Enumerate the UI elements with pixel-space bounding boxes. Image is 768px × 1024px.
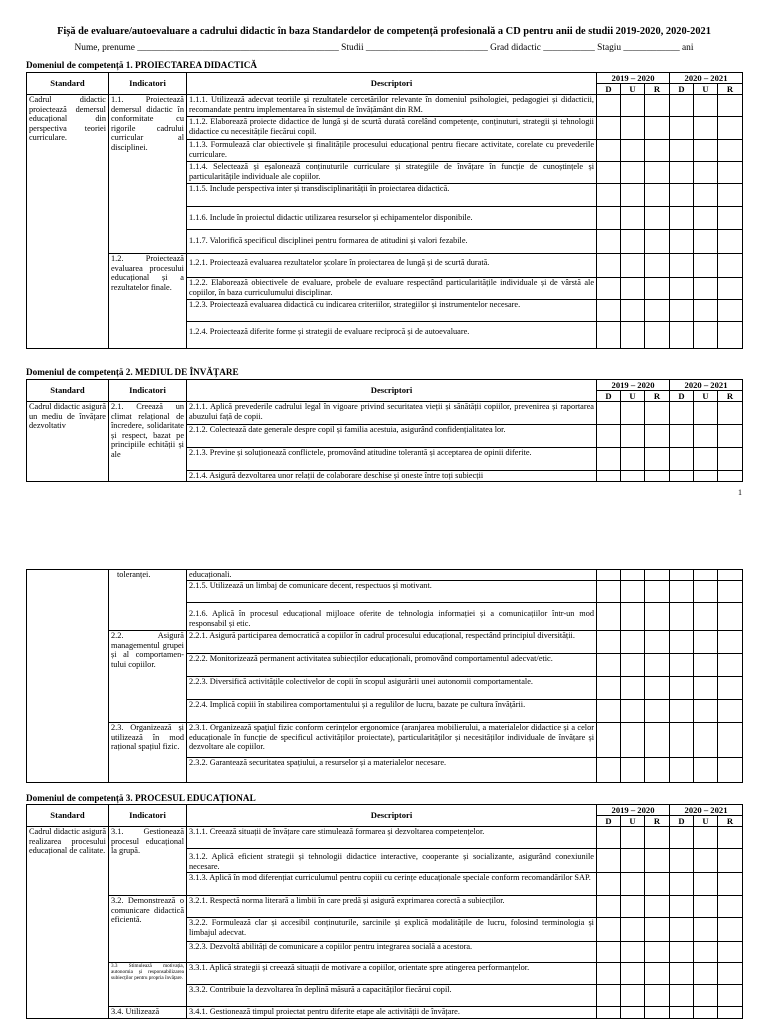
rating-cell[interactable] (694, 827, 718, 849)
rating-cell[interactable] (718, 758, 743, 783)
rating-cell[interactable] (621, 425, 645, 448)
header-d: D (670, 84, 694, 95)
rating-cell[interactable] (597, 654, 621, 677)
rating-cell[interactable] (670, 849, 694, 873)
rating-cell[interactable] (670, 322, 694, 349)
rating-cell[interactable] (645, 471, 670, 482)
descriptor-cell: 2.1.4. Asigură dezvoltarea unor relații de colaborare deschise și oneste între toți subiecții (187, 471, 597, 482)
rating-cell[interactable] (645, 603, 670, 631)
rating-cell[interactable] (597, 402, 621, 425)
standard-cell: Cadrul didactic asigură realizarea procesului educațional de calitate. (27, 827, 109, 1019)
indicator-cell: 1.1. Proiectează demersul didactic în conformitate cu rigorile cadrului curricular al disciplinei. (109, 95, 187, 254)
rating-cell[interactable] (645, 300, 670, 322)
rating-cell[interactable] (597, 254, 621, 278)
rating-cell[interactable] (670, 873, 694, 896)
rating-cell[interactable] (597, 603, 621, 631)
descriptor-cell: 2.2.2. Monitorizează permanent activitatea subiecților educaționali, promovând comportamentul adecvat/etic. (187, 654, 597, 677)
rating-cell[interactable] (718, 207, 743, 230)
header-d: D (670, 391, 694, 402)
standard-cell: Cadrul didactic asigură un mediu de învățare dezvoltativ (27, 402, 109, 482)
rating-cell[interactable] (597, 322, 621, 349)
rating-cell[interactable] (645, 322, 670, 349)
rating-cell[interactable] (621, 985, 645, 1007)
descriptor-cell: 3.2.3. Dezvoltă abilități de comunicare a copiilor pentru integrarea socială a acestora. (187, 942, 597, 963)
descriptor-cell: 1.2.3. Proiectează evaluarea didactică cu indicarea criteriilor, strategiilor și instrumentelor necesare. (187, 300, 597, 322)
rating-cell[interactable] (621, 758, 645, 783)
rating-cell[interactable] (718, 140, 743, 162)
rating-cell[interactable] (670, 963, 694, 985)
rating-cell[interactable] (694, 425, 718, 448)
rating-cell[interactable] (694, 140, 718, 162)
rating-cell[interactable] (597, 300, 621, 322)
header-standard: Standard (27, 380, 109, 402)
rating-cell[interactable] (718, 873, 743, 896)
rating-cell[interactable] (670, 402, 694, 425)
indicator-cell: 1.2. Proiectează evaluarea procesului educațional și a rezultatelor finale. (109, 254, 187, 349)
indicator-cell: 2.1. Creează un climat relațional de încredere, solidaritate și respect, bazat pe principiile echității și ale (109, 402, 187, 482)
rating-cell[interactable] (718, 162, 743, 184)
rating-cell[interactable] (645, 117, 670, 140)
header-r: R (645, 391, 670, 402)
rating-cell[interactable] (621, 603, 645, 631)
header-year-2019: 2019 – 2020 (597, 380, 670, 391)
header-r: R (718, 816, 743, 827)
domain-2-title: Domeniul de competență 2. MEDIUL DE ÎNVĂȚARE (26, 367, 239, 377)
rating-cell[interactable] (694, 230, 718, 254)
rating-cell[interactable] (621, 896, 645, 918)
rating-cell[interactable] (597, 184, 621, 207)
rating-cell[interactable] (597, 581, 621, 603)
header-indicatori: Indicatori (109, 73, 187, 95)
rating-cell[interactable] (597, 758, 621, 783)
rating-cell[interactable] (621, 723, 645, 758)
descriptor-cell: 2.1.1. Aplică prevederile cadrului legal în vigoare privind securitatea vieții și sănătății copiilor, prevenirea și raportarea abuzului față de copii. (187, 402, 597, 425)
document-title: Fișă de evaluare/autoevaluare a cadrului didactic în baza Standardelor de competență profesională a CD pentru anii de studii 2019-2020, 2020-2021 (57, 26, 711, 37)
descriptor-cell: 2.1.3. Previne și soluționează conflictele, promovând atitudine tolerantă și acceptarea de opinii diferite. (187, 448, 597, 471)
rating-cell[interactable] (597, 942, 621, 963)
rating-cell[interactable] (670, 918, 694, 942)
rating-cell[interactable] (621, 849, 645, 873)
rating-cell[interactable] (645, 254, 670, 278)
rating-cell[interactable] (670, 581, 694, 603)
rating-cell[interactable] (694, 654, 718, 677)
rating-cell[interactable] (621, 471, 645, 482)
indicator-cell: 3.4. Utilizează (109, 1007, 187, 1019)
rating-cell[interactable] (718, 723, 743, 758)
rating-cell[interactable] (694, 570, 718, 581)
header-d: D (597, 391, 621, 402)
rating-cell[interactable] (597, 700, 621, 723)
descriptor-cell: 2.2.1. Asigură participarea democratică a copiilor în cadrul procesului educațional, respectând principiul diversității. (187, 631, 597, 654)
indicator-cell: 3.1. Gestionează procesul educațional la grupă. (109, 827, 187, 896)
indicator-cell: 3.3 Stimulează motivația, autonomia și responsabilizarea subiecților pentru propria învățare. (109, 963, 187, 1007)
rating-cell[interactable] (718, 631, 743, 654)
rating-cell[interactable] (718, 230, 743, 254)
rating-cell[interactable] (645, 95, 670, 117)
header-descriptori: Descriptori (187, 73, 597, 95)
rating-cell[interactable] (597, 207, 621, 230)
rating-cell[interactable] (670, 896, 694, 918)
header-year-2019: 2019 – 2020 (597, 805, 670, 816)
header-indicatori: Indicatori (109, 805, 187, 827)
header-standard: Standard (27, 805, 109, 827)
rating-cell[interactable] (621, 873, 645, 896)
rating-cell[interactable] (621, 654, 645, 677)
rating-cell[interactable] (694, 985, 718, 1007)
rating-cell[interactable] (597, 896, 621, 918)
rating-cell[interactable] (645, 162, 670, 184)
rating-cell[interactable] (718, 942, 743, 963)
descriptor-cell: 1.2.1. Proiectează evaluarea rezultatelor școlare în proiectarea de lungă și de scurtă durată. (187, 254, 597, 278)
descriptor-cell: 2.1.5. Utilizează un limbaj de comunicare decent, respectuos și motivant. (187, 581, 597, 603)
descriptor-cell: 2.3.1. Organizează spațiul fizic conform cerințelor ergonomice (aranjarea mobilierului, a materialelor didactice și a celor educaționale în funcție de specificul activităților proiectate), particularităților și necesităților individuale de învățare și dezvoltare ale copiilor. (187, 723, 597, 758)
rating-cell[interactable] (645, 985, 670, 1007)
rating-cell[interactable] (694, 322, 718, 349)
rating-cell[interactable] (597, 230, 621, 254)
rating-cell[interactable] (645, 758, 670, 783)
descriptor-cell: 3.3.2. Contribuie la dezvoltarea în deplină măsură a capacităților fiecărui copil. (187, 985, 597, 1007)
rating-cell[interactable] (621, 402, 645, 425)
descriptor-cell: 2.2.4. Implică copiii în stabilirea comportamentului și a regulilor de lucru, bazate pe cultura învățării. (187, 700, 597, 723)
rating-cell[interactable] (645, 873, 670, 896)
rating-cell[interactable] (621, 184, 645, 207)
rating-cell[interactable] (597, 278, 621, 300)
header-descriptori: Descriptori (187, 380, 597, 402)
rating-cell[interactable] (597, 631, 621, 654)
rating-cell[interactable] (670, 570, 694, 581)
identification-line: Nume, prenume ___________________________________________ Studii __________________________ Grad didactic ___________ Stagiu ____________ ani (74, 43, 694, 53)
rating-cell[interactable] (718, 896, 743, 918)
rating-cell[interactable] (694, 95, 718, 117)
descriptor-cell: 2.1.6. Aplică în procesul educațional mijloace oferite de tehnologia informației și a comunicațiilor într-un mod responsabil și etic. (187, 603, 597, 631)
descriptor-cell: 2.3.2. Garantează securitatea spațiului, a resurselor și a materialelor necesare. (187, 758, 597, 783)
rating-cell[interactable] (597, 849, 621, 873)
descriptor-cell: 2.2.3. Diversifică activitățile colectivelor de copii în scopul asigurării unei autonomii comportamentale. (187, 677, 597, 700)
domain-1-title: Domeniul de competență 1. PROIECTAREA DIDACTICĂ (26, 60, 258, 70)
rating-cell[interactable] (621, 677, 645, 700)
rating-cell[interactable] (645, 570, 670, 581)
header-r: R (718, 84, 743, 95)
rating-cell[interactable] (670, 631, 694, 654)
domain-1-table (26, 72, 743, 349)
rating-cell[interactable] (645, 700, 670, 723)
rating-cell[interactable] (694, 963, 718, 985)
rating-cell[interactable] (597, 570, 621, 581)
rating-cell[interactable] (718, 570, 743, 581)
rating-cell[interactable] (645, 448, 670, 471)
header-r: R (645, 816, 670, 827)
rating-cell[interactable] (694, 581, 718, 603)
descriptor-cell: 3.2.1. Respectă norma literară a limbii în care predă și asigură exprimarea corectă a subiecților. (187, 896, 597, 918)
rating-cell[interactable] (718, 963, 743, 985)
rating-cell[interactable] (694, 184, 718, 207)
rating-cell[interactable] (694, 278, 718, 300)
rating-cell[interactable] (645, 654, 670, 677)
rating-cell[interactable] (621, 254, 645, 278)
descriptor-cell: educaționali. (187, 570, 597, 581)
rating-cell[interactable] (645, 207, 670, 230)
rating-cell[interactable] (645, 184, 670, 207)
rating-cell[interactable] (694, 207, 718, 230)
header-u: U (621, 816, 645, 827)
domain-2-table-part-2 (26, 569, 743, 783)
standard-cell-continued (27, 570, 109, 783)
rating-cell[interactable] (597, 677, 621, 700)
rating-cell[interactable] (718, 300, 743, 322)
rating-cell[interactable] (670, 723, 694, 758)
rating-cell[interactable] (718, 654, 743, 677)
rating-cell[interactable] (621, 322, 645, 349)
rating-cell[interactable] (645, 723, 670, 758)
rating-cell[interactable] (621, 1007, 645, 1019)
rating-cell[interactable] (670, 425, 694, 448)
rating-cell[interactable] (718, 849, 743, 873)
header-standard: Standard (27, 73, 109, 95)
rating-cell[interactable] (694, 117, 718, 140)
rating-cell[interactable] (645, 942, 670, 963)
rating-cell[interactable] (645, 849, 670, 873)
page-number: 1 (738, 488, 742, 497)
descriptor-cell: 1.1.4. Selectează și eșalonează conținuturile curriculare și strategiile de învățare în funcție de cunoștințele și particularitățile individuale ale copiilor. (187, 162, 597, 184)
rating-cell[interactable] (670, 827, 694, 849)
rating-cell[interactable] (645, 402, 670, 425)
rating-cell[interactable] (694, 603, 718, 631)
rating-cell[interactable] (670, 184, 694, 207)
rating-cell[interactable] (694, 677, 718, 700)
header-d: D (597, 84, 621, 95)
header-r: R (645, 84, 670, 95)
rating-cell[interactable] (621, 140, 645, 162)
rating-cell[interactable] (718, 471, 743, 482)
rating-cell[interactable] (645, 581, 670, 603)
rating-cell[interactable] (621, 827, 645, 849)
rating-cell[interactable] (621, 581, 645, 603)
rating-cell[interactable] (597, 140, 621, 162)
rating-cell[interactable] (645, 140, 670, 162)
rating-cell[interactable] (718, 322, 743, 349)
rating-cell[interactable] (718, 184, 743, 207)
rating-cell[interactable] (621, 300, 645, 322)
rating-cell[interactable] (670, 117, 694, 140)
rating-cell[interactable] (670, 300, 694, 322)
rating-cell[interactable] (621, 230, 645, 254)
rating-cell[interactable] (597, 723, 621, 758)
rating-cell[interactable] (670, 254, 694, 278)
rating-cell[interactable] (694, 1007, 718, 1019)
rating-cell[interactable] (597, 985, 621, 1007)
rating-cell[interactable] (718, 448, 743, 471)
rating-cell[interactable] (718, 827, 743, 849)
rating-cell[interactable] (597, 117, 621, 140)
rating-cell[interactable] (621, 117, 645, 140)
descriptor-cell: 1.2.4. Proiectează diferite forme și strategii de evaluare reciprocă și de autoevaluare. (187, 322, 597, 349)
rating-cell[interactable] (694, 700, 718, 723)
rating-cell[interactable] (670, 1007, 694, 1019)
header-year-2020: 2020 – 2021 (670, 73, 743, 84)
rating-cell[interactable] (718, 278, 743, 300)
rating-cell[interactable] (597, 95, 621, 117)
rating-cell[interactable] (718, 402, 743, 425)
descriptor-cell: 3.1.1. Creează situații de învățare care stimulează formarea și dezvoltarea competențelor. (187, 827, 597, 849)
rating-cell[interactable] (597, 873, 621, 896)
header-year-2019: 2019 – 2020 (597, 73, 670, 84)
header-d: D (597, 816, 621, 827)
descriptor-cell: 3.1.3. Aplică în mod diferențiat curriculumul pentru copiii cu cerințe educaționale speciale conform recomandărilor SAP. (187, 873, 597, 896)
rating-cell[interactable] (694, 758, 718, 783)
page-2 (0, 562, 768, 1024)
header-d: D (670, 816, 694, 827)
header-indicatori: Indicatori (109, 380, 187, 402)
rating-cell[interactable] (670, 207, 694, 230)
header-year-2020: 2020 – 2021 (670, 805, 743, 816)
indicator-cell: 2.3. Organizează și utilizează în mod rațional spațiul fizic. (109, 723, 187, 783)
rating-cell[interactable] (670, 140, 694, 162)
rating-cell[interactable] (621, 207, 645, 230)
rating-cell[interactable] (670, 758, 694, 783)
rating-cell[interactable] (597, 963, 621, 985)
rating-cell[interactable] (718, 254, 743, 278)
descriptor-cell: 3.3.1. Aplică strategii și creează situații de motivare a copiilor, orientate spre atingerea performanțelor. (187, 963, 597, 985)
domain-3-table (26, 804, 743, 1019)
rating-cell[interactable] (670, 95, 694, 117)
rating-cell[interactable] (670, 278, 694, 300)
rating-cell[interactable] (670, 603, 694, 631)
header-u: U (694, 84, 718, 95)
rating-cell[interactable] (694, 300, 718, 322)
rating-cell[interactable] (694, 254, 718, 278)
rating-cell[interactable] (621, 963, 645, 985)
rating-cell[interactable] (718, 918, 743, 942)
page-gap (0, 500, 768, 562)
domain-3-title: Domeniul de competență 3. PROCESUL EDUCAȚIONAL (26, 793, 256, 803)
rating-cell[interactable] (718, 700, 743, 723)
rating-cell[interactable] (645, 278, 670, 300)
rating-cell[interactable] (694, 873, 718, 896)
rating-cell[interactable] (718, 677, 743, 700)
header-u: U (621, 391, 645, 402)
rating-cell[interactable] (694, 896, 718, 918)
descriptor-cell: 1.1.6. Include în proiectul didactic utilizarea resurselor și echipamentelor disponibile. (187, 207, 597, 230)
rating-cell[interactable] (621, 278, 645, 300)
rating-cell[interactable] (694, 942, 718, 963)
rating-cell[interactable] (670, 654, 694, 677)
rating-cell[interactable] (621, 918, 645, 942)
descriptor-cell: 3.1.2. Aplică eficient strategii și tehnologii didactice interactive, cooperante și socializante, asigurând conexiunile necesare. (187, 849, 597, 873)
rating-cell[interactable] (718, 985, 743, 1007)
descriptor-cell: 2.1.2. Colectează date generale despre copil și familia acestuia, asigurând confidențialitatea lor. (187, 425, 597, 448)
rating-cell[interactable] (621, 162, 645, 184)
rating-cell[interactable] (670, 985, 694, 1007)
rating-cell[interactable] (621, 700, 645, 723)
rating-cell[interactable] (718, 117, 743, 140)
rating-cell[interactable] (694, 471, 718, 482)
descriptor-cell: 3.4.1. Gestionează timpul proiectat pentru diferite etape ale activității de învățare. (187, 1007, 597, 1019)
indicator-cell: 2.2. Asigură managementul grupei și al comportamen-tului copiilor. (109, 631, 187, 723)
rating-cell[interactable] (621, 570, 645, 581)
rating-cell[interactable] (645, 425, 670, 448)
rating-cell[interactable] (597, 918, 621, 942)
rating-cell[interactable] (718, 603, 743, 631)
rating-cell[interactable] (597, 827, 621, 849)
page-1 (0, 0, 768, 500)
rating-cell[interactable] (694, 849, 718, 873)
rating-cell[interactable] (645, 631, 670, 654)
rating-cell[interactable] (670, 230, 694, 254)
rating-cell[interactable] (645, 1007, 670, 1019)
rating-cell[interactable] (621, 448, 645, 471)
header-descriptori: Descriptori (187, 805, 597, 827)
header-u: U (694, 816, 718, 827)
rating-cell[interactable] (718, 1007, 743, 1019)
rating-cell[interactable] (645, 918, 670, 942)
rating-cell[interactable] (645, 230, 670, 254)
rating-cell[interactable] (645, 677, 670, 700)
rating-cell[interactable] (694, 631, 718, 654)
descriptor-cell: 1.2.2. Elaborează obiectivele de evaluare, probele de evaluare respectând particularitățile individuale și de vârstă ale copiilor, în baza curriculumului disciplinar. (187, 278, 597, 300)
rating-cell[interactable] (718, 95, 743, 117)
rating-cell[interactable] (670, 448, 694, 471)
header-u: U (694, 391, 718, 402)
descriptor-cell: 3.2.2. Formulează clar și accesibil conținuturile, sarcinile și explică modalitățile de lucru, folosind terminologia și limbajul adecvat. (187, 918, 597, 942)
header-year-2020: 2020 – 2021 (670, 380, 743, 391)
rating-cell[interactable] (694, 723, 718, 758)
descriptor-cell: 1.1.1. Utilizează adecvat teoriile și rezultatele cercetărilor relevante în domeniul psihologiei, pedagogiei și didacticii, recomandate pentru implementarea în sistemul de învățământ din RM. (187, 95, 597, 117)
rating-cell[interactable] (597, 162, 621, 184)
indicator-cell: toleranței. (109, 570, 187, 631)
rating-cell[interactable] (597, 471, 621, 482)
rating-cell[interactable] (670, 942, 694, 963)
rating-cell[interactable] (621, 631, 645, 654)
standard-cell: Cadrul didactic proiectează demersul educațional din perspectiva teoriei curriculare. (27, 95, 109, 349)
rating-cell[interactable] (597, 448, 621, 471)
rating-cell[interactable] (670, 677, 694, 700)
rating-cell[interactable] (670, 471, 694, 482)
rating-cell[interactable] (670, 162, 694, 184)
descriptor-cell: 1.1.3. Formulează clar obiectivele și finalitățile procesului educațional pentru fiecare activitate, corelate cu prevederile curriculare. (187, 140, 597, 162)
rating-cell[interactable] (694, 918, 718, 942)
rating-cell[interactable] (718, 581, 743, 603)
header-u: U (621, 84, 645, 95)
rating-cell[interactable] (670, 700, 694, 723)
descriptor-cell: 1.1.5. Include perspectiva inter și transdisciplinarității în proiectarea didactică. (187, 184, 597, 207)
rating-cell[interactable] (645, 896, 670, 918)
rating-cell[interactable] (597, 1007, 621, 1019)
header-r: R (718, 391, 743, 402)
indicator-cell: 3.2. Demonstrează o comunicare didactică eficientă. (109, 896, 187, 963)
rating-cell[interactable] (621, 942, 645, 963)
rating-cell[interactable] (621, 95, 645, 117)
rating-cell[interactable] (694, 162, 718, 184)
rating-cell[interactable] (718, 425, 743, 448)
rating-cell[interactable] (645, 827, 670, 849)
descriptor-cell: 1.1.2. Elaborează proiecte didactice de lungă și de scurtă durată corelând competențe, conținuturi, strategii și tehnologii didactice cu necesitățile fiecărui copil. (187, 117, 597, 140)
rating-cell[interactable] (694, 402, 718, 425)
domain-2-table-part-1 (26, 379, 743, 482)
descriptor-cell: 1.1.7. Valorifică specificul disciplinei pentru formarea de atitudini și valori fezabile. (187, 230, 597, 254)
rating-cell[interactable] (597, 425, 621, 448)
rating-cell[interactable] (694, 448, 718, 471)
rating-cell[interactable] (645, 963, 670, 985)
